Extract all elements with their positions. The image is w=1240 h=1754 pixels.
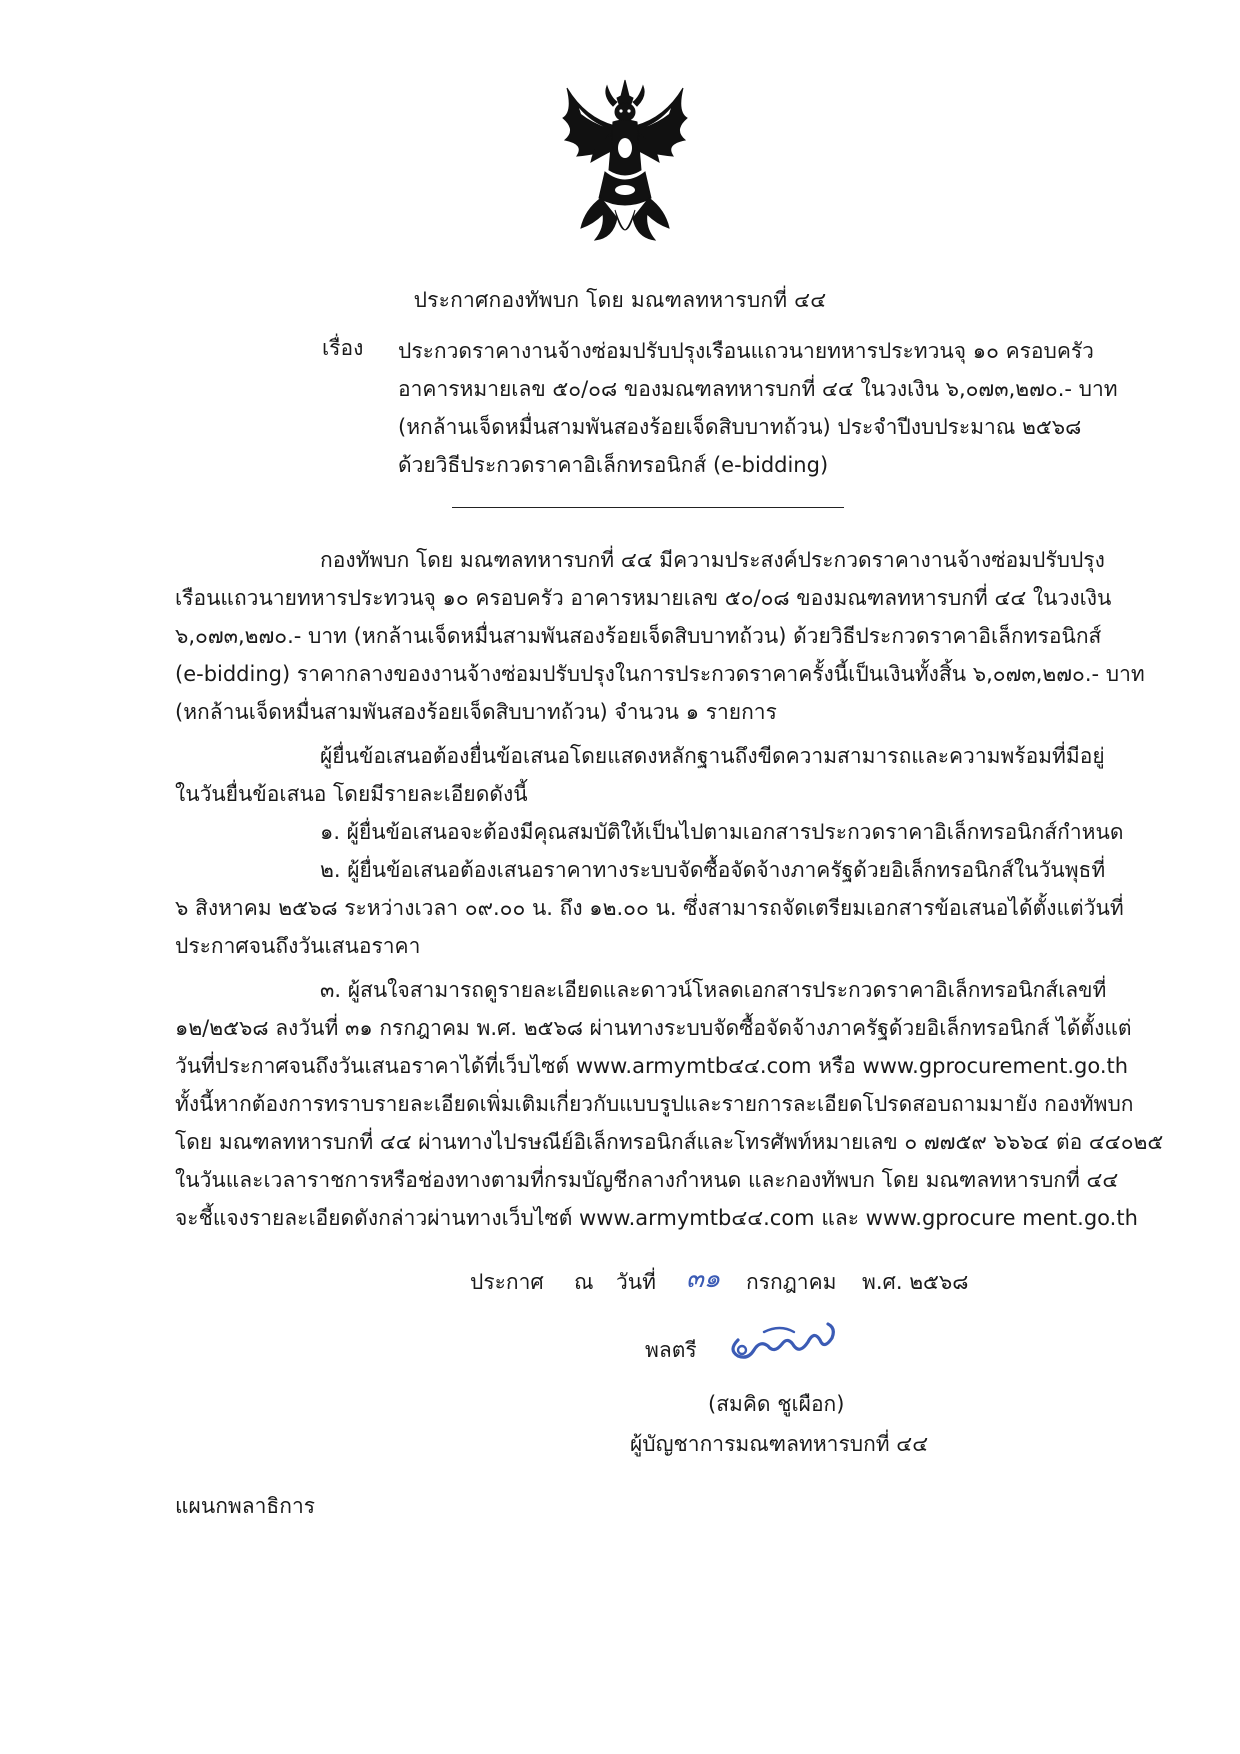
body-paragraph-1-line: กองทัพบก โดย มณฑลทหารบกที่ ๔๔ มีความประสงค์ประกวดราคางานจ้างซ่อมปรับปรุง (320, 548, 1105, 572)
subject-line: อาคารหมายเลข ๕๐/๐๘ ของมณฑลทหารบกที่ ๔๔ ในวงเงิน ๖,๐๗๓,๒๗๐.- บาท (398, 377, 1118, 401)
requirement-item-3-line: โดย มณฑลทหารบกที่ ๔๔ ผ่านทางไปรษณีย์อิเล็กทรอนิกส์และโทรศัพท์หมายเลข ๐ ๗๗๕๙ ๖๖๖๔ ต่อ ๔๔๐๒๕ (175, 1130, 1164, 1154)
subject-line: ประกวดราคางานจ้างซ่อมปรับปรุงเรือนแถวนายทหารประทวนจุ ๑๐ ครอบครัว (398, 339, 1094, 363)
body-paragraph-2-line: ผู้ยื่นข้อเสนอต้องยื่นข้อเสนอโดยแสดงหลักฐานถึงขีดความสามารถและความพร้อมที่มีอยู่ (320, 744, 1105, 768)
subject-line: ด้วยวิธีประกวดราคาอิเล็กทรอนิกส์ (e-bidding) (398, 453, 829, 477)
announcement-heading: ประกาศกองทัพบก โดย มณฑลทหารบกที่ ๔๔ (413, 288, 827, 312)
body-paragraph-1-line: (e-bidding) ราคากลางของงานจ้างซ่อมปรับปรุงในการประกวดราคาครั้งนี้เป็นเงินทั้งสิ้น ๖,๐๗๓,๒๗๐.- บาท (175, 662, 1145, 686)
signatory-rank: พลตรี (645, 1338, 697, 1362)
body-paragraph-1-line: ๖,๐๗๓,๒๗๐.- บาท (หกล้านเจ็ดหมื่นสามพันสองร้อยเจ็ดสิบบาทถ้วน) ด้วยวิธีประกวดราคาอิเล็กทรอนิกส์ (175, 624, 1102, 648)
requirement-item-2-line: ๖ สิงหาคม ๒๕๖๘ ระหว่างเวลา ๐๙.๐๐ น. ถึง ๑๒.๐๐ น. ซึ่งสามารถจัดเตรียมเอกสารข้อเสนอได้ตั้งแต่วันที่ (175, 896, 1124, 920)
signatory-position: ผู้บัญชาการมณฑลทหารบกที่ ๔๔ (630, 1432, 929, 1456)
requirement-item-3-line: ๓. ผู้สนใจสามารถดูรายละเอียดและดาวน์โหลดเอกสารประกวดราคาอิเล็กทรอนิกส์เลขที่ (320, 978, 1107, 1002)
announce-prefix: ประกาศ (470, 1270, 544, 1294)
signatory-name: (สมคิด ชูเผือก) (708, 1392, 845, 1416)
requirement-item-3-line: วันที่ประกาศจนถึงวันเสนอราคาได้ที่เว็บไซต์ www.armymtb๔๔.com หรือ www.gprocurement.go.th (175, 1054, 1129, 1078)
separator-rule (452, 507, 844, 508)
subject-line: (หกล้านเจ็ดหมื่นสามพันสองร้อยเจ็ดสิบบาทถ้วน) ประจำปีงบประมาณ ๒๕๖๘ (398, 415, 1082, 439)
handwritten-signature-icon (724, 1310, 844, 1374)
garuda-emblem-icon (555, 78, 695, 253)
body-paragraph-1-line: (หกล้านเจ็ดหมื่นสามพันสองร้อยเจ็ดสิบบาทถ้วน) จำนวน ๑ รายการ (175, 700, 777, 724)
announce-month: กรกฎาคม (746, 1270, 837, 1294)
requirement-item-2-line: ประกาศจนถึงวันเสนอราคา (175, 934, 421, 958)
subject-text (398, 332, 1118, 484)
requirement-item-3-line: ในวันและเวลาราชการหรือช่องทางตามที่กรมบัญชีกลางกำหนด และกองทัพบก โดย มณฑลทหารบกที่ ๔๔ (175, 1168, 1119, 1192)
requirement-item-3-line: ทั้งนี้หากต้องการทราบรายละเอียดเพิ่มเติมเกี่ยวกับแบบรูปและรายการละเอียดโปรดสอบถามมายัง กองทัพบก (175, 1092, 1134, 1116)
body-paragraph-1-line: เรือนแถวนายทหารประทวนจุ ๑๐ ครอบครัว อาคารหมายเลข ๕๐/๐๘ ของมณฑลทหารบกที่ ๔๔ ในวงเงิน (175, 586, 1112, 610)
requirement-item-1: ๑. ผู้ยื่นข้อเสนอจะต้องมีคุณสมบัติให้เป็นไปตามเอกสารประกวดราคาอิเล็กทรอนิกส์กำหนด (320, 820, 1124, 844)
announce-era: พ.ศ. ๒๕๖๘ (862, 1270, 969, 1294)
body-paragraph-2-line: ในวันยื่นข้อเสนอ โดยมีรายละเอียดดังนี้ (175, 782, 528, 806)
subject-label: เรื่อง (322, 336, 364, 360)
issuing-unit: แผนกพลาธิการ (175, 1494, 316, 1518)
requirement-item-3-line: ๑๒/๒๕๖๘ ลงวันที่ ๓๑ กรกฎาคม พ.ศ. ๒๕๖๘ ผ่านทางระบบจัดซื้อจัดจ้างภาครัฐด้วยอิเล็กทรอนิกส์ ได้ตั้งแต่ (175, 1016, 1132, 1040)
handwritten-day: ๓๑ (686, 1264, 721, 1294)
announce-day-label: วันที่ (616, 1270, 656, 1294)
announce-at: ณ (574, 1270, 594, 1294)
requirement-item-3-line: จะชี้แจงรายละเอียดดังกล่าวผ่านทางเว็บไซต์ www.armymtb๔๔.com และ www.gprocure ment.go.th (175, 1206, 1138, 1230)
requirement-item-2-line: ๒. ผู้ยื่นข้อเสนอต้องเสนอราคาทางระบบจัดซื้อจัดจ้างภาครัฐด้วยอิเล็กทรอนิกส์ในวันพุธที่ (320, 858, 1106, 882)
